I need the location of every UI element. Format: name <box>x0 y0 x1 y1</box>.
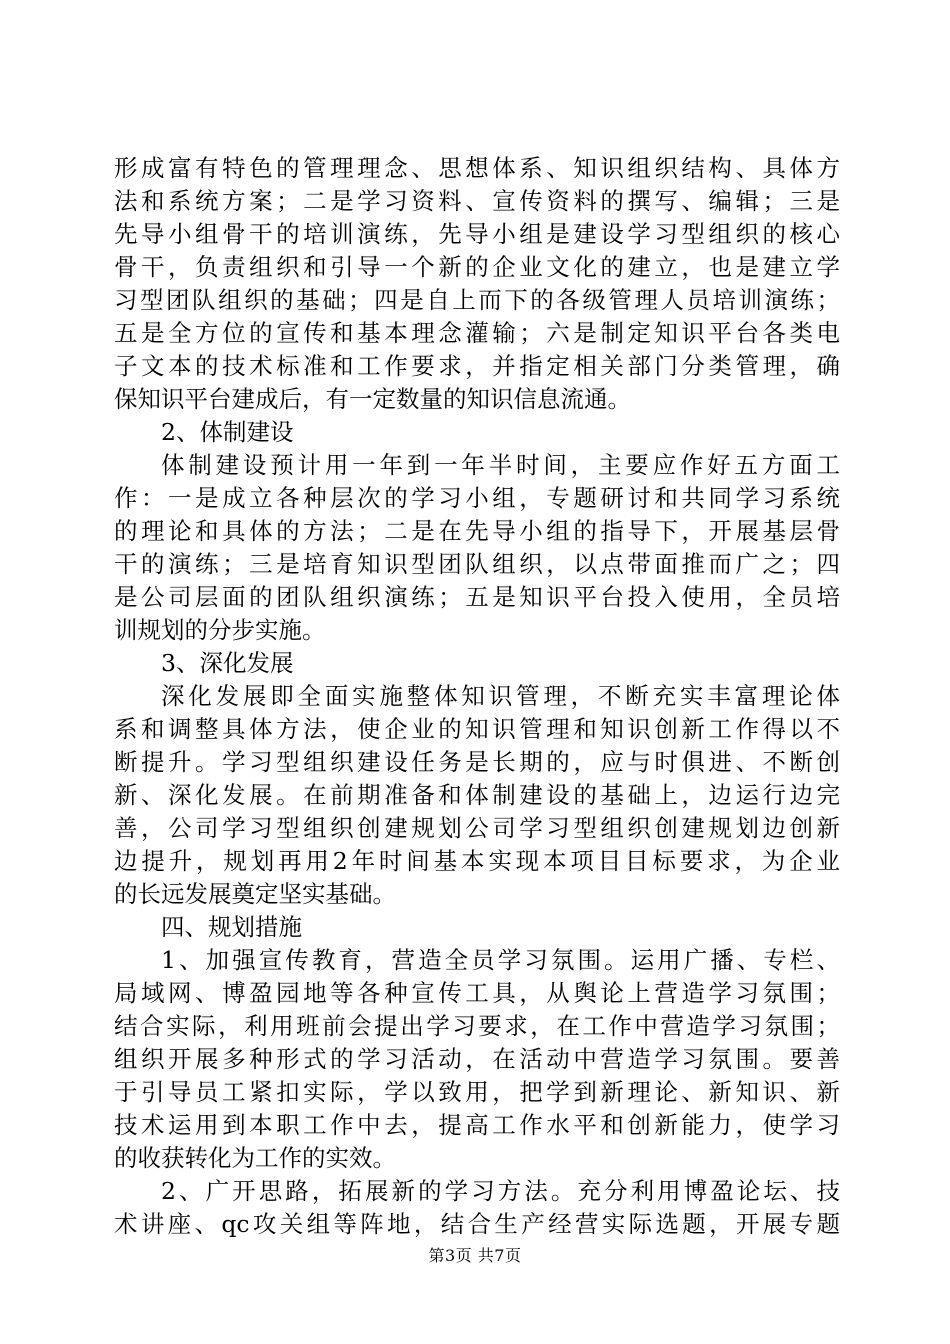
text-line: 训规划的分步实施。 <box>114 616 326 644</box>
text-line: 于引导员工紧扣实际，学以致用，把学到新理论、新知识、新 <box>114 1078 840 1106</box>
section-heading: 3、深化发展 <box>161 649 294 677</box>
text-line: 习型团队组织的基础；四是自上而下的各级管理人员培训演练； <box>114 286 840 314</box>
text-line: 五是全方位的宣传和基本理念灌输；六是制定知识平台各类电 <box>114 319 840 347</box>
text-line: 骨干，负责组织和引导一个新的企业文化的建立，也是建立学 <box>114 253 840 281</box>
text-line: 善，公司学习型组织创建规划公司学习型组织创建规划边创新 <box>114 814 840 842</box>
text-line: 新、深化发展。在前期准备和体制建设的基础上，边运行边完 <box>114 781 840 809</box>
text-line: 组织开展多种形式的学习活动，在活动中营造学习氛围。要善 <box>114 1045 840 1073</box>
text-line: 技术运用到本职工作中去，提高工作水平和创新能力，使学习 <box>114 1111 840 1139</box>
text-line: 边提升，规划再用2年时间基本实现本项目目标要求，为企业 <box>114 847 840 875</box>
text-line: 术讲座、qc攻关组等阵地，结合生产经营实际选题，开展专题 <box>114 1210 840 1238</box>
text-line: 作：一是成立各种层次的学习小组，专题研讨和共同学习系统 <box>114 484 840 512</box>
text-line: 干的演练；三是培育知识型团队组织，以点带面推而广之；四 <box>114 550 840 578</box>
text-line: 2、广开思路，拓展新的学习方法。充分利用博盈论坛、技 <box>161 1177 840 1205</box>
text-line: 形成富有特色的管理理念、思想体系、知识组织结构、具体方 <box>114 154 840 182</box>
body-text <box>114 152 840 1241</box>
text-line: 的长远发展奠定坚实基础。 <box>114 880 396 908</box>
text-line: 断提升。学习型组织建设任务是长期的，应与时俱进、不断创 <box>114 748 840 776</box>
section-heading: 2、体制建设 <box>161 418 294 446</box>
text-line: 法和系统方案；二是学习资料、宣传资料的撰写、编辑；三是 <box>114 187 840 215</box>
text-line: 1、加强宣传教育，营造全员学习氛围。运用广播、专栏、 <box>161 946 840 974</box>
text-line: 的理论和具体的方法；二是在先导小组的指导下，开展基层骨 <box>114 517 840 545</box>
text-line: 系和调整具体方法，使企业的知识管理和知识创新工作得以不 <box>114 715 840 743</box>
page-footer: 第3页 共7页 <box>428 1246 522 1265</box>
text-line: 子文本的技术标准和工作要求，并指定相关部门分类管理，确 <box>114 352 840 380</box>
text-line: 的收获转化为工作的实效。 <box>114 1144 396 1172</box>
text-line: 结合实际，利用班前会提出学习要求，在工作中营造学习氛围； <box>114 1012 840 1040</box>
text-line: 保知识平台建成后，有一定数量的知识信息流通。 <box>114 385 631 413</box>
text-line: 先导小组骨干的培训演练，先导小组是建设学习型组织的核心 <box>114 220 840 248</box>
text-line: 深化发展即全面实施整体知识管理，不断充实丰富理论体 <box>161 682 840 710</box>
text-line: 体制建设预计用一年到一年半时间，主要应作好五方面工 <box>161 451 840 479</box>
text-line: 是公司层面的团队组织演练；五是知识平台投入使用，全员培 <box>114 583 840 611</box>
section-heading: 四、规划措施 <box>161 913 302 941</box>
text-line: 局域网、博盈园地等各种宣传工具，从舆论上营造学习氛围； <box>114 979 840 1007</box>
